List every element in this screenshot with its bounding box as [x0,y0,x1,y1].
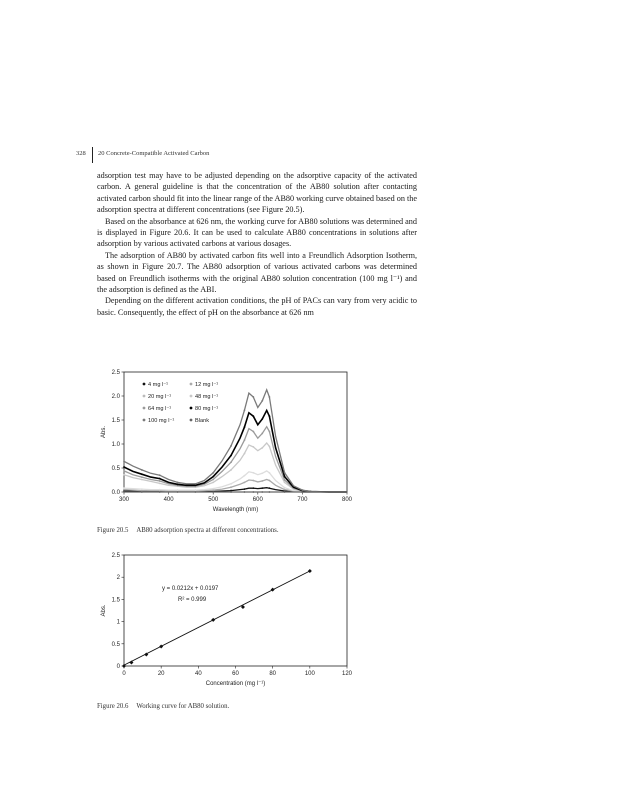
data-point [261,447,263,449]
paragraph: Depending on the different activation conditions, the pH of PACs can vary from very acidic to basic. Consequently, the effect of pH on the absorbance at 626 nm [97,296,417,317]
data-point [261,418,263,420]
legend-label: 12 mg l⁻¹ [195,382,219,388]
caption-text: AB80 adsorption spectra at different concentrations. [136,527,279,534]
data-point [212,479,214,481]
figure-label: Figure 20.5 [97,527,129,534]
x-axis-label: Wavelength (nm) [212,507,259,513]
legend-marker [190,407,193,410]
data-point [230,461,232,463]
data-point [268,491,270,493]
data-point [123,460,125,462]
data-point [177,483,179,485]
y-tick-label: 2.0 [111,394,120,400]
paragraph: The adsorption of AB80 by activated carbon fits well into a Freundlich Adsorption Isotherm, as shown in Figure 20.7. The AB80 adsorption of various activated carbons was determined based on Freundlich isotherms with the original AB80 solution concentration (100 mg l⁻¹) and the adsorption is defined as the ABI. [97,250,417,295]
data-point [212,491,214,493]
legend-label: 100 mg l⁻¹ [148,418,175,424]
y-tick-label: 2.5 [111,553,120,559]
data-point [159,482,161,484]
data-point [244,488,246,490]
data-point [230,469,232,471]
data-point [252,431,254,433]
y-tick-label: 0 [116,664,120,670]
data-point [252,480,254,482]
data-point [177,489,179,491]
data-point [212,472,214,474]
data-point [159,491,161,493]
x-tick-label: 80 [269,671,277,677]
y-tick-label: 1 [116,619,120,626]
legend-marker [190,383,193,386]
x-tick-label: 20 [157,671,165,677]
legend-marker [143,395,146,398]
data-point [284,482,286,484]
figure-20-6-chart [96,550,366,696]
y-tick-label: 0.5 [111,466,120,472]
running-title: 20 Concrete-Compatible Activated Carbon [98,150,210,157]
data-point [141,491,143,493]
legend-label: 48 mg l⁻¹ [195,394,219,400]
x-tick-label: 400 [163,497,174,503]
data-point [252,446,254,448]
x-tick-label: 300 [118,497,130,503]
page-number: 328 [76,150,86,157]
data-point [159,480,161,482]
data-point [252,396,254,398]
data-point [159,478,161,480]
legend-label: 80 mg l⁻¹ [195,406,219,412]
y-tick-label: 2 [116,575,120,582]
data-point [284,479,286,481]
r-squared-label: R² = 0.999 [178,597,207,603]
data-point [268,396,270,398]
plot-frame [124,555,347,666]
x-tick-label: 60 [232,671,239,677]
x-tick-label: 100 [304,671,315,677]
data-point [261,491,263,493]
data-point [284,472,286,474]
x-axis-label: Concentration (mg l⁻¹) [205,681,266,687]
data-point [284,476,286,478]
data-point [284,489,286,491]
data-point [123,470,125,472]
data-point [123,487,125,489]
data-point [123,491,125,493]
data-point [211,618,215,622]
legend-marker [143,419,146,422]
data-point [141,469,143,471]
plot-frame [124,372,347,492]
y-axis-label: Abs. [101,425,107,439]
regression-equation: y = 0.0212x + 0.0197 [162,586,219,592]
y-tick-label: 1.0 [111,442,120,448]
y-tick-label: 1.5 [111,418,120,424]
data-point [268,431,270,433]
data-point [230,483,232,485]
figure-label: Figure 20.6 [97,703,129,710]
data-point [244,475,246,477]
legend-label: 4 mg l⁻¹ [148,382,169,388]
data-point [308,569,312,573]
data-point [302,489,304,491]
paragraph: Based on the absorbance at 626 nm, the working curve for AB80 solutions was determined and is displayed in Figure 20.6. It can be used to calculate AB80 concentrations in solutions after adsorption by various activated carbons at various dosages. [97,216,417,249]
data-point [268,480,270,482]
figure-20-5-caption [97,527,279,534]
legend-marker [190,395,193,398]
data-point [268,472,270,474]
y-tick-label: 0.5 [111,641,120,648]
data-point [244,410,246,412]
data-point [159,474,161,476]
legend-label: Blank [195,418,209,424]
figure-20-6-caption [97,703,229,710]
data-point [244,453,246,455]
data-point [194,491,196,493]
data-point [212,482,214,484]
x-tick-label: 700 [297,497,308,503]
x-tick-label: 500 [208,497,219,503]
data-point [177,491,179,493]
data-point [159,644,163,648]
legend-label: 64 mg l⁻¹ [148,406,172,412]
data-point [177,482,179,484]
data-point [328,491,330,493]
data-point [230,455,232,457]
series-line [124,443,347,492]
data-point [244,491,246,493]
data-point [252,491,254,493]
x-tick-label: 600 [252,497,263,503]
x-tick-label: 0 [122,671,126,677]
caption-text: Working curve for AB80 solution. [136,703,230,710]
paragraph: adsorption test may have to be adjusted depending on the adsorptive capacity of the activated carbon. A general guideline is that the concentration of the AB80 solution after contacting activated carbon should fit into the linear range of the AB80 working curve obtained based on the adsorption spectra at different concentrations (see Figure 20.5). [97,171,417,215]
data-point [261,480,263,482]
data-point [141,488,143,490]
data-point [194,489,196,491]
data-point [268,487,270,489]
data-point [302,491,304,493]
x-tick-label: 800 [341,497,353,503]
y-tick-label: 2.5 [111,370,120,376]
data-point [252,415,254,417]
data-point [212,488,214,490]
data-point [244,426,246,428]
data-point [252,487,254,489]
x-tick-label: 120 [341,671,353,677]
data-point [268,415,270,417]
data-point [284,487,286,489]
data-point [268,446,270,448]
data-point [230,445,232,447]
data-point [141,476,143,478]
y-axis-label: Abs. [101,604,107,617]
data-point [123,466,125,468]
data-point [284,491,286,493]
legend-marker [190,419,193,422]
data-point [123,474,125,476]
data-point [261,400,263,402]
legend-marker [143,383,146,386]
data-point [230,486,232,488]
header-divider [92,147,93,163]
legend-label: 20 mg l⁻¹ [148,394,172,400]
data-point [252,472,254,474]
data-point [244,439,246,441]
body-text [97,170,417,318]
y-tick-label: 1.5 [111,597,120,604]
data-point [141,473,143,475]
data-point [261,433,263,435]
data-point [212,476,214,478]
data-point [261,487,263,489]
data-point [244,482,246,484]
data-point [141,479,143,481]
data-point [159,489,161,491]
data-point [230,491,232,493]
x-tick-label: 40 [194,671,202,677]
data-point [194,483,196,485]
figure-20-5-chart [96,366,366,518]
y-tick-label: 0.0 [111,490,120,496]
data-point [261,472,263,474]
legend-marker [143,407,146,410]
